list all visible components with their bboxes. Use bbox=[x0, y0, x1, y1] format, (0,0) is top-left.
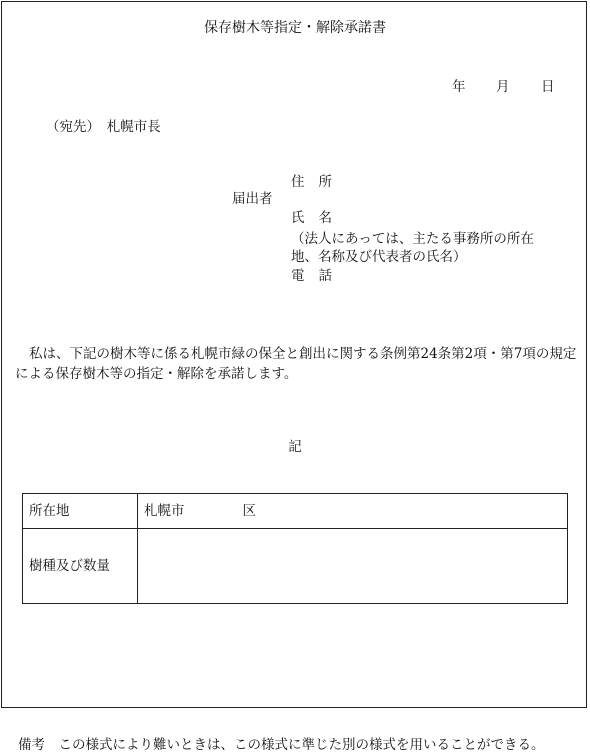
date-month-label: 月 bbox=[496, 79, 510, 95]
addressee: （宛先） 札幌市長 bbox=[46, 119, 161, 135]
date-day-label: 日 bbox=[541, 79, 555, 95]
name-label: 氏名 bbox=[291, 210, 346, 226]
corporation-note-line1: （法人にあっては、主たる事務所の所在 bbox=[291, 231, 534, 247]
table-row bbox=[23, 529, 568, 604]
date-year-label: 年 bbox=[452, 79, 466, 95]
consent-statement: 私は、下記の樹木等に係る札幌市緑の保全と創出に関する条例第24条第2項・第7項の規定による保存樹木等の指定・解除を承諾します。 bbox=[15, 346, 577, 383]
location-label: 所在地 bbox=[23, 494, 138, 529]
ki-heading: 記 bbox=[288, 439, 302, 455]
location-cell[interactable] bbox=[138, 494, 568, 529]
location-ward: 区 bbox=[242, 502, 256, 519]
document-title: 保存樹木等指定・解除承諾書 bbox=[204, 20, 386, 36]
corporation-note-line2: 地、名称及び代表者の氏名） bbox=[291, 249, 467, 265]
location-city: 札幌市 bbox=[144, 502, 185, 519]
phone-label: 電話 bbox=[291, 268, 346, 284]
species-cell[interactable] bbox=[138, 529, 568, 604]
species-label: 樹種及び数量 bbox=[23, 529, 138, 604]
tree-info-table bbox=[22, 493, 568, 604]
table-row bbox=[23, 494, 568, 529]
address-label: 住所 bbox=[291, 174, 346, 190]
notifier-label: 届出者 bbox=[232, 191, 273, 207]
footnote: 備考 この様式により難いときは、この様式に準じた別の様式を用いることができる。 bbox=[18, 737, 545, 753]
